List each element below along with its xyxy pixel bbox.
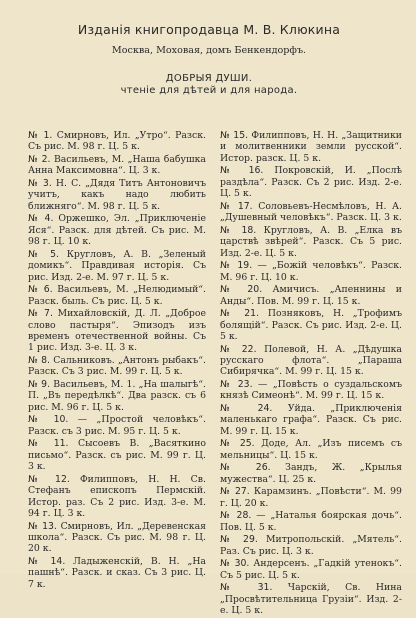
entry-number: № 6.	[28, 284, 53, 296]
entry-text: Андерсенъ. „Гадкій утенокъ“. Съ 5 рис. Ц. 5 к.	[220, 558, 402, 581]
entry-text: — „Наталья боярская дочь“. Пов. Ц. 5 к.	[220, 510, 402, 533]
entry-text: Митропольскій. „Мятель“. Раз. Съ рис. Ц. 3 к.	[220, 534, 402, 557]
series-title: ДОБРЫЯ ДУШИ.	[165, 73, 253, 84]
entry-text: Чарскій, Св. Нина „Просвѣтительница Грузіи“. Изд. 2-е. Ц. 5 к.	[220, 582, 402, 617]
entry-number: № 2.	[28, 154, 51, 165]
entry-number: № 1.	[28, 130, 53, 141]
catalog-entry	[220, 201, 402, 224]
entry-number: № 30.	[220, 558, 250, 570]
entry-number: № 4.	[28, 213, 54, 225]
entry-text: Покровскій, И. „Послѣ раздѣла“. Разск. Съ 2 рис. Изд. 2-е. Ц. 5 к.	[220, 165, 402, 200]
catalog-entry	[220, 379, 402, 402]
catalog-entry	[28, 355, 206, 378]
catalog-entry	[220, 558, 402, 581]
entry-text: Оржешко, Эл. „Приключеніе Яся“. Разск. для дѣтей. Съ рис. М. 98 г. Ц. 10 к.	[28, 213, 206, 248]
catalog-entry	[28, 379, 206, 413]
entry-text: Карамзинъ. „Повѣсти“. М. 99 г. Ц. 20 к.	[220, 486, 402, 509]
entry-number: № 5.	[28, 248, 59, 260]
right-column	[220, 130, 402, 618]
entry-number: № 12.	[28, 473, 70, 485]
entry-text: — „Простой человѣкъ“. Разск. съ 3 рис. М. 95 г. Ц. 5 к.	[28, 414, 206, 437]
catalog-entry	[28, 130, 206, 153]
publisher-title: Изданія книгопродавца М. В. Клюкина	[77, 22, 341, 37]
entry-number: № 11.	[28, 438, 69, 450]
entry-number: № 19.	[220, 260, 253, 272]
entry-text: — „Божій человѣкъ“. Разск. М. 96 г. Ц. 10 к.	[220, 260, 402, 283]
catalog-entry	[220, 284, 402, 307]
catalog-entry	[28, 284, 206, 307]
catalog-entry	[220, 308, 402, 342]
publisher-address: Москва, Моховая, домъ Бенкендорфъ.	[111, 45, 307, 56]
entry-text: Полевой, Н. А. „Дѣдушка русскаго флота“. „Параша Сибирячка“. М. 99 г. Ц. 15 к.	[220, 343, 402, 378]
entry-text: Амичисъ. „Апеннины и Анды“. Пов. М. 99 г. Ц. 15 к.	[220, 284, 402, 307]
entry-number: № 13.	[28, 520, 57, 532]
entry-text: Доде, Ал. „Изъ писемъ съ мельницы“. Ц. 15 к.	[220, 438, 402, 461]
left-column	[28, 130, 206, 618]
entry-number: № 23.	[220, 379, 253, 391]
entry-text: Васильевъ, М. 1. „На шалыгѣ“. П. „Въ передѣлкѣ“. Два разск. съ 6 рис. М. 96 г. Ц. 5 к.	[28, 379, 206, 413]
page-header	[22, 22, 396, 96]
entry-text: Михайловскій, Д. Л. „Доброе слово пастыря“. Эпизодъ изъ временъ отечественной войны. Съ 1 рис. Изд. 3-е. Ц. 3 к.	[28, 308, 206, 354]
entry-number: № 21.	[220, 308, 260, 320]
catalog-entry	[220, 165, 402, 199]
entry-text: Филипповъ, Н. Н. „Защитники и молитвенники земли русской“. Истор. разск. Ц. 5 к.	[220, 130, 402, 164]
entry-text: Зандъ, Ж. „Крылья мужества“. Ц. 25 к.	[220, 462, 402, 485]
entry-number: № 17.	[220, 200, 253, 212]
entry-number: № 18.	[220, 224, 257, 236]
catalog-entry	[220, 582, 402, 616]
entry-number: № 27.	[220, 486, 250, 498]
entry-text: Сальниковъ. „Антонъ рыбакъ“. Разск. Съ 3 рис. М. 99 г. Ц. 5 к.	[28, 355, 206, 378]
entry-text: Васильевъ, М. „Наша бабушка Анна Максимовна“. Ц. 3 к.	[28, 154, 206, 177]
catalog-entry	[220, 438, 402, 461]
catalog-entry	[220, 486, 402, 509]
catalog-entry	[28, 154, 206, 177]
entry-number: № 10.	[28, 414, 69, 426]
entry-number: № 20.	[220, 284, 263, 296]
catalog-entry	[220, 403, 402, 437]
catalog-columns	[28, 130, 402, 618]
catalog-entry	[28, 178, 206, 212]
entry-number: № 25.	[220, 438, 255, 450]
entry-number: № 14.	[28, 556, 66, 568]
catalog-entry	[28, 308, 206, 354]
catalog-entry	[28, 249, 206, 283]
catalog-entry	[220, 510, 402, 533]
catalog-entry	[220, 225, 402, 259]
entry-number: № 9.	[28, 379, 51, 391]
entry-number: № 8.	[28, 355, 50, 367]
catalog-entry	[28, 556, 206, 590]
entry-number: № 3.	[28, 178, 52, 189]
catalog-entry	[28, 474, 206, 520]
entry-number: № 31.	[220, 582, 273, 594]
catalog-entry	[220, 534, 402, 557]
entry-number: № 24.	[220, 403, 273, 415]
series-subtitle: чтеніе для дѣтей и для народа.	[120, 85, 298, 96]
entry-text: Сысоевъ В. „Васяткино письмо“. Разск. съ рис. М. 99 г. Ц. 3 к.	[28, 438, 206, 473]
entry-text: Смирновъ, Ил. „Утро“. Разск. Съ рис. М. 98 г. Ц. 5 к.	[28, 130, 206, 153]
entry-text: Ладыженскій, В. Н. „На пашнѣ“. Разск. и сказ. Съ 3 рис. Ц. 7 к.	[28, 556, 206, 590]
entry-number: № 28.	[220, 510, 252, 522]
entry-text: Соловьевъ-Несмѣловъ, Н. А. „Душевный человѣкъ“. Разск. Ц. 3 к.	[220, 200, 402, 224]
entry-number: № 15.	[220, 130, 249, 141]
catalog-entry	[220, 130, 402, 164]
entry-text: Уйда. „Приключенія маленькаго графа“. Разск. Съ рис. М. 99 г. Ц. 15 к.	[220, 403, 402, 437]
entry-text: Смирновъ, Ил. „Деревенская школа“. Разск. Съ рис. М. 98 г. Ц. 20 к.	[28, 520, 206, 555]
entry-number: № 7.	[28, 308, 53, 320]
catalog-entry	[220, 260, 402, 283]
entry-number: № 16.	[220, 165, 264, 177]
catalog-entry	[220, 344, 402, 378]
entry-number: № 29.	[220, 534, 258, 546]
entry-text: Кругловъ, А. В. „Зеленый домикъ“. Правдивая исторія. Съ рис. Изд. 2-е. М. 97 г. Ц. 5 к.	[28, 248, 206, 283]
entry-number: № 22.	[220, 343, 257, 355]
entry-text: Филипповъ, Н. Н. Св. Стефанъ епископъ Пермскій. Истор. раз. Съ 2 рис. Изд. 3-е. М. 94 г. Ц. 3 к.	[28, 473, 206, 520]
entry-text: Кругловъ, А. В. „Елка въ царствѣ звѣрей“. Разск. Съ 5 рис. Изд. 2-е. Ц. 5 к.	[220, 224, 402, 259]
catalog-entry	[28, 414, 206, 437]
entry-number: № 26.	[220, 462, 271, 474]
entry-text: — „Повѣсть о суздальскомъ князѣ Симеонѣ“. М. 99 г. Ц. 15 к.	[220, 379, 402, 402]
catalog-entry	[28, 438, 206, 472]
entry-text: Н. С. „Дядя Титъ Антоновичъ учитъ, какъ надо любить ближняго“. М. 98 г. Ц. 5 к.	[28, 178, 206, 212]
entry-text: Васильевъ, М. „Нелюдимый“. Разск. быль. Съ рис. Ц. 5 к.	[28, 284, 206, 307]
catalog-entry	[28, 521, 206, 555]
catalog-entry	[220, 462, 402, 485]
catalog-entry	[28, 213, 206, 247]
entry-text: Позняковъ, Н. „Трофимъ болящій“. Разск. Съ рис. Изд. 2-е. Ц. 5 к.	[220, 308, 402, 343]
